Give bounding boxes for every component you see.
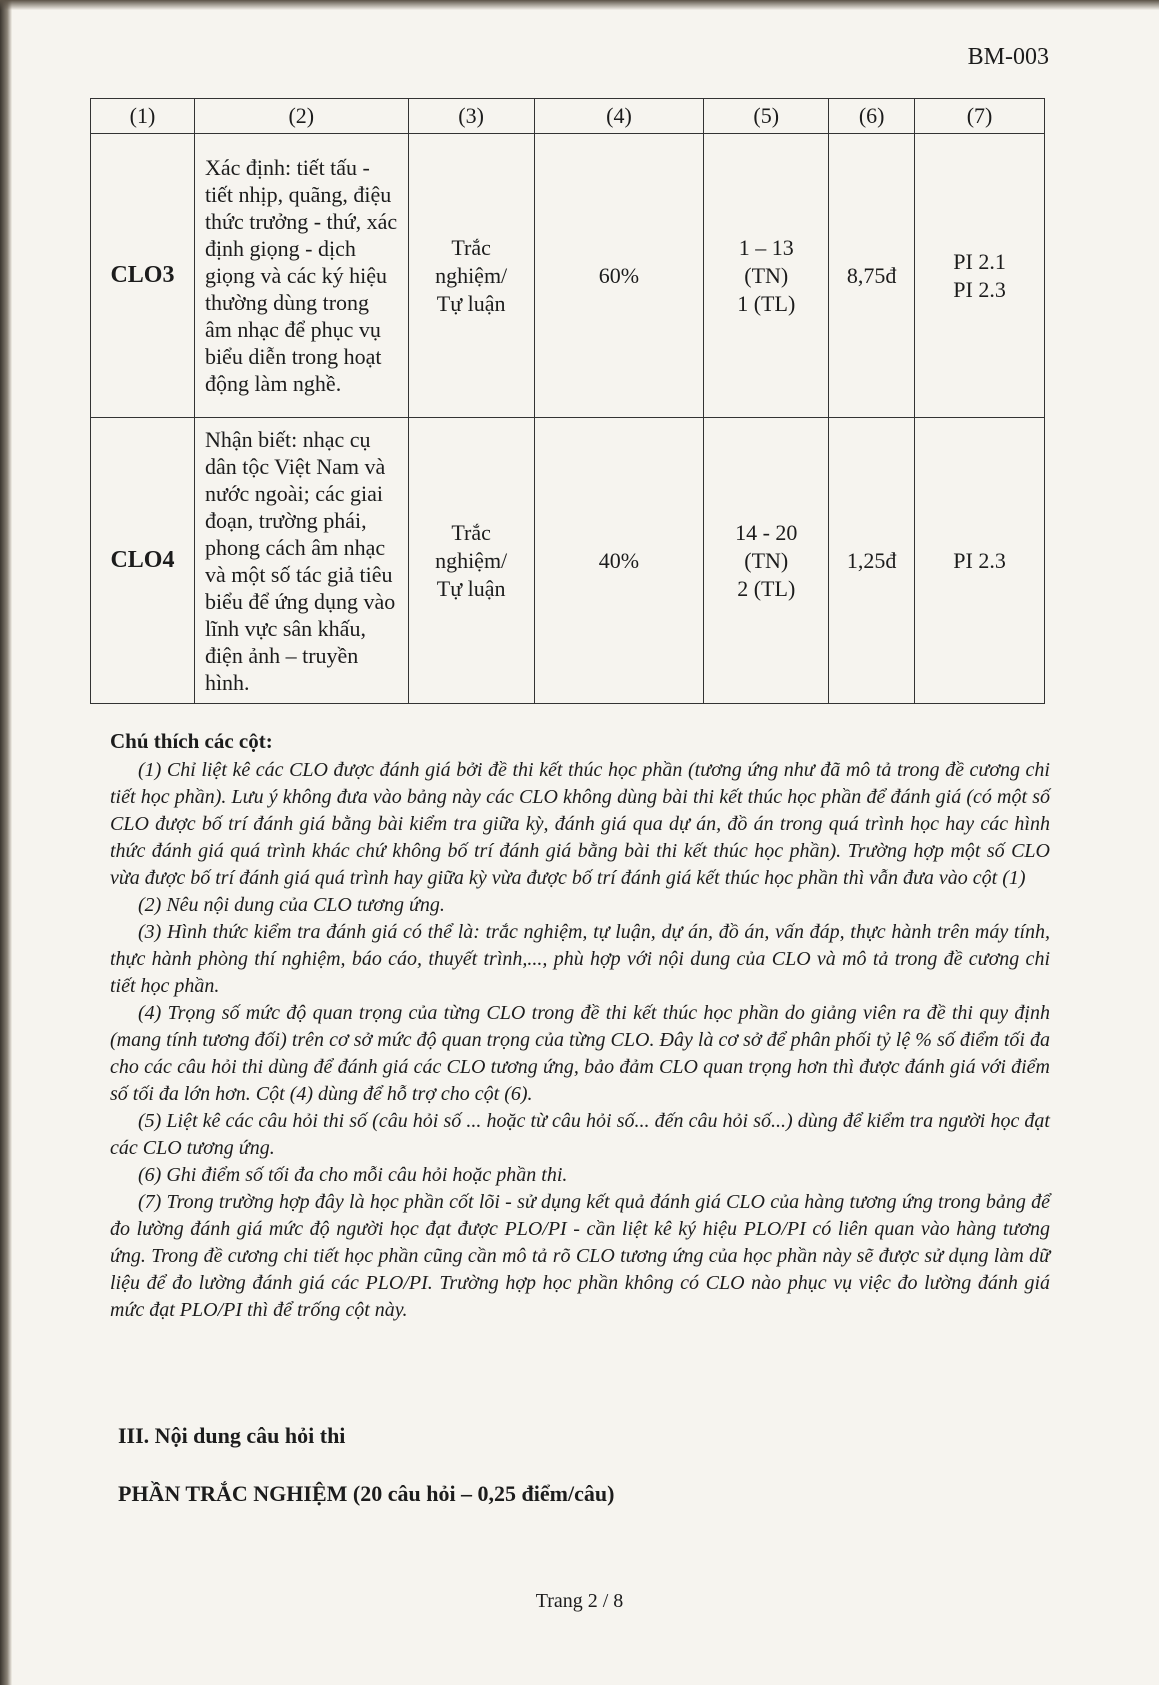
table-row (91, 134, 1045, 418)
column-header: (5) (704, 99, 829, 134)
note-item: (3) Hình thức kiểm tra đánh giá có thể là: trắc nghiệm, tự luận, dự án, đồ án, vấn đáp, thực hành trên máy tính, thực hành phòng thí nghiệm, báo cáo, thuyết trình,..., phù hợp với nội dung của CLO và mô tả trong đề cương chi tiết học phần. (110, 921, 1050, 997)
clo-weight: 40% (534, 418, 704, 704)
note-item: (1) Chỉ liệt kê các CLO được đánh giá bởi đề thi kết thúc học phần (tương ứng như đã mô tả trong đề cương chi tiết học phần). Lưu ý không đưa vào bảng này các CLO không dùng bài thi kết thúc học phần để đánh giá (có một số CLO được bố trí đánh giá bằng bài kiểm tra giữa kỳ, đánh giá qua dự án, đồ án trong quá trình học hay các hình thức đánh giá quá trình khác chứ không bố trí đánh giá bằng bài thi kết thúc học phần). Trường hợp một số CLO vừa được bố trí đánh giá quá trình hay giữa kỳ vừa được bố trí đánh giá kết thúc học phần thì vẫn đưa vào cột (1) (110, 759, 1050, 889)
scan-edge-shadow (0, 0, 12, 1685)
plo-pi: PI 2.3 (915, 418, 1045, 704)
note-item: (6) Ghi điểm số tối đa cho mỗi câu hỏi hoặc phần thi. (138, 1164, 568, 1186)
column-notes (110, 728, 1050, 1324)
note-item: (4) Trọng số mức độ quan trọng của từng CLO trong đề thi kết thúc học phần do giảng viên ra đề thi quy định (mang tính tương đối) trên cơ sở mức độ quan trọng của từng CLO. Đây là cơ sở để phân phối tỷ lệ % số điểm tối đa cho các câu hỏi thi dùng để đánh giá các CLO tương ứng, bảo đảm CLO quan trọng hơn thì được đánh giá với điểm số tối đa lớn hơn. Cột (4) dùng để hỗ trợ cho cột (6). (110, 1002, 1050, 1105)
assessment-method: Trắc nghiệm/ Tự luận (408, 418, 534, 704)
column-header: (1) (91, 99, 195, 134)
note-item: (7) Trong trường hợp đây là học phần cốt lõi - sử dụng kết quả đánh giá CLO của hàng tương ứng trong bảng để đo lường đánh giá mức độ người học đạt được PLO/PI - cần liệt kê ký hiệu PLO/PI có liên quan vào hàng tương ứng. Trong đề cương chi tiết học phần cũng cần mô tả rõ CLO tương ứng của học phần này sẽ được sử dụng làm dữ liệu để đo lường đánh giá các PLO/PI. Trường hợp học phần không có CLO nào phục vụ việc đo lường đánh giá mức đạt PLO/PI thì để trống cột này. (110, 1191, 1050, 1321)
column-header: (3) (408, 99, 534, 134)
max-score: 1,25đ (829, 418, 915, 704)
scan-top-shadow (0, 0, 1159, 10)
document-code: BM-003 (967, 44, 1049, 70)
note-item: (2) Nêu nội dung của CLO tương ứng. (138, 894, 445, 916)
clo-code: CLO3 (91, 134, 195, 418)
column-header: (4) (534, 99, 704, 134)
clo-code: CLO4 (91, 418, 195, 704)
notes-title: Chú thích các cột: (110, 729, 273, 753)
plo-pi: PI 2.1 PI 2.3 (915, 134, 1045, 418)
question-numbers: 14 - 20 (TN) 2 (TL) (704, 418, 829, 704)
column-header: (6) (829, 99, 915, 134)
column-header: (2) (194, 99, 408, 134)
column-header: (7) (915, 99, 1045, 134)
assessment-method: Trắc nghiệm/ Tự luận (408, 134, 534, 418)
clo-content: Xác định: tiết tấu - tiết nhịp, quãng, điệu thức trưởng - thứ, xác định giọng - dịch giọng và các ký hiệu thường dùng trong âm nhạc để phục vụ biểu diễn trong hoạt động làm nghề. (194, 134, 408, 418)
table-header-row (91, 99, 1045, 134)
question-numbers: 1 – 13 (TN) 1 (TL) (704, 134, 829, 418)
max-score: 8,75đ (829, 134, 915, 418)
clo-weight: 60% (534, 134, 704, 418)
table-row (91, 418, 1045, 704)
clo-assessment-table (90, 98, 1045, 704)
section-heading: III. Nội dung câu hỏi thi (118, 1423, 346, 1448)
clo-content: Nhận biết: nhạc cụ dân tộc Việt Nam và nước ngoài; các giai đoạn, trường phái, phong cách âm nhạc và một số tác giả tiêu biểu để ứng dụng vào lĩnh vực sân khấu, điện ảnh – truyền hình. (194, 418, 408, 704)
note-item: (5) Liệt kê các câu hỏi thi số (câu hỏi số ... hoặc từ câu hỏi số... đến câu hỏi số...) dùng để kiểm tra người học đạt các CLO tương ứng. (110, 1110, 1050, 1159)
page-number: Trang 2 / 8 (535, 1590, 624, 1612)
part-heading: PHẦN TRẮC NGHIỆM (20 câu hỏi – 0,25 điểm/câu) (118, 1481, 615, 1506)
